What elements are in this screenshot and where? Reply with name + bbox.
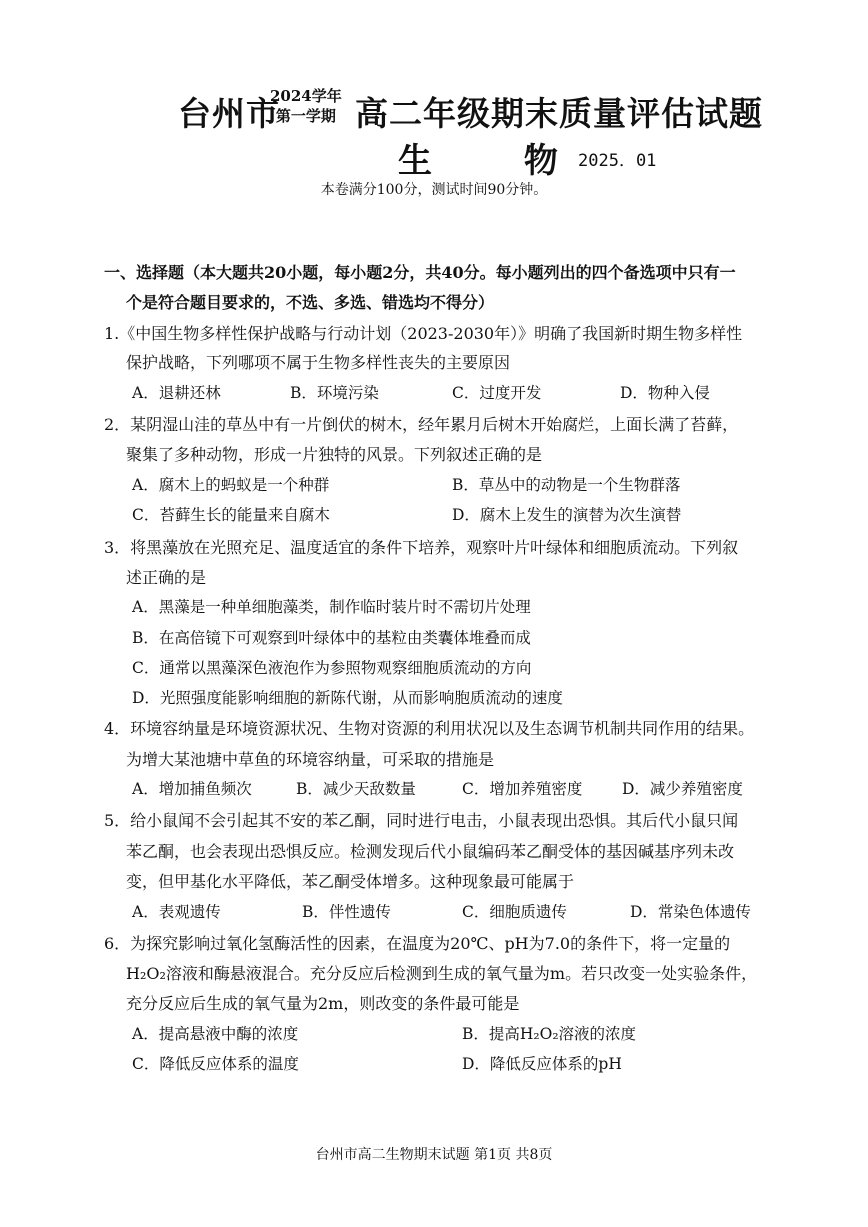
- page-title: 高二年级期末质量评估试题: [355, 94, 763, 133]
- question-2-option-c[interactable]: C．苔藓生长的能量来自腐木: [132, 506, 330, 524]
- question-4-option-a[interactable]: A．增加捕鱼频次: [132, 780, 252, 798]
- question-1-option-c[interactable]: C．过度开发: [452, 384, 542, 402]
- question-4-option-c[interactable]: C．增加养殖密度: [462, 780, 583, 798]
- subject-title: 生 物: [398, 141, 598, 181]
- question-2-stem-line1: 2．某阴湿山洼的草丛中有一片倒伏的树木，经年累月后树木开始腐烂，上面长满了苔藓，: [104, 415, 739, 434]
- question-5-stem-line2: 苯乙酮，也会表现出恐惧反应。检测发现后代小鼠编码苯乙酮受体的基因碱基序列未改: [126, 842, 735, 861]
- question-5-stem-line1: 5．给小鼠闻不会引起其不安的苯乙酮，同时进行电击，小鼠表现出恐惧。其后代小鼠只闻: [104, 811, 739, 830]
- question-5-option-c[interactable]: C．细胞质遗传: [462, 903, 567, 921]
- question-5-stem-line3: 变，但甲基化水平降低，苯乙酮受体增多。这种现象最可能属于: [126, 872, 575, 891]
- question-2-option-b[interactable]: B．草丛中的动物是一个生物群落: [452, 476, 681, 494]
- exam-note: 本卷满分100分，测试时间90分钟。: [320, 182, 548, 198]
- term-year: 2024学年: [270, 87, 342, 105]
- question-6-stem-line3: 充分反应后生成的氧气量为2m，则改变的条件最可能是: [126, 994, 520, 1013]
- question-6-stem-line1: 6．为探究影响过氧化氢酶活性的因素，在温度为20℃、pH为7.0的条件下，将一定量的: [104, 934, 731, 953]
- question-4-stem-line2: 为增大某池塘中草鱼的环境容纳量，可采取的措施是: [126, 750, 495, 769]
- question-1-option-d[interactable]: D．物种入侵: [620, 384, 710, 402]
- question-3-option-d[interactable]: D．光照强度能影响细胞的新陈代谢，从而影响胞质流动的速度: [132, 689, 563, 707]
- question-1-stem-line2: 保护战略，下列哪项不属于生物多样性丧失的主要原因: [126, 353, 511, 372]
- question-6-option-c[interactable]: C．降低反应体系的温度: [132, 1055, 299, 1073]
- section-heading-line1: 一、选择题（本大题共20小题，每小题2分，共40分。每小题列出的四个备选项中只有一: [104, 263, 736, 282]
- title-city: 台州市: [178, 94, 280, 133]
- question-2-option-d[interactable]: D．腐木上发生的演替为次生演替: [452, 506, 682, 524]
- question-5-option-b[interactable]: B．伴性遗传: [302, 903, 391, 921]
- question-3-stem-line2: 述正确的是: [126, 568, 207, 587]
- question-3-option-b[interactable]: B．在高倍镜下可观察到叶绿体中的基粒由类囊体堆叠而成: [132, 629, 531, 647]
- question-3-option-c[interactable]: C．通常以黑藻深色液泡作为参照物观察细胞质流动的方向: [132, 659, 532, 677]
- question-3-option-a[interactable]: A．黑藻是一种单细胞藻类，制作临时装片时不需切片处理: [132, 598, 531, 616]
- question-4-option-d[interactable]: D．减少养殖密度: [622, 780, 743, 798]
- question-1-option-a[interactable]: A．退耕还林: [132, 384, 221, 402]
- question-6-stem-line2: H₂O₂溶液和酶悬液混合。充分反应后检测到生成的氧气量为m。若只改变一处实验条件，: [126, 964, 758, 983]
- question-5-option-a[interactable]: A．表观遗传: [132, 903, 221, 921]
- page-footer: 台州市高二生物期末试题 第1页 共8页: [315, 1147, 553, 1163]
- question-5-option-d[interactable]: D．常染色体遗传: [630, 903, 751, 921]
- question-1-option-b[interactable]: B．环境污染: [290, 384, 379, 402]
- term-semester: 第一学期: [275, 107, 336, 125]
- question-1-stem-line1: 1.《中国生物多样性保护战略与行动计划（2023-2030年）》明确了我国新时期生物多样性: [104, 324, 743, 343]
- question-6-option-b[interactable]: B．提高H₂O₂溶液的浓度: [462, 1025, 637, 1043]
- question-4-option-b[interactable]: B．减少天敌数量: [296, 780, 416, 798]
- question-2-stem-line2: 聚集了多种动物，形成一片独特的风景。下列叙述正确的是: [126, 445, 543, 464]
- exam-date: 2025．01: [578, 151, 657, 171]
- question-6-option-d[interactable]: D．降低反应体系的pH: [462, 1055, 622, 1073]
- question-6-option-a[interactable]: A．提高悬液中酶的浓度: [132, 1025, 299, 1043]
- section-heading-line2: 个是符合题目要求的，不选、多选、错选均不得分）: [126, 293, 495, 312]
- question-2-option-a[interactable]: A．腐木上的蚂蚁是一个种群: [132, 476, 330, 494]
- question-3-stem-line1: 3．将黑藻放在光照充足、温度适宜的条件下培养，观察叶片叶绿体和细胞质流动。下列叙: [104, 538, 739, 557]
- question-4-stem-line1: 4．环境容纳量是环境资源状况、生物对资源的利用状况以及生态调节机制共同作用的结果。: [104, 719, 755, 738]
- title-term: [270, 86, 342, 126]
